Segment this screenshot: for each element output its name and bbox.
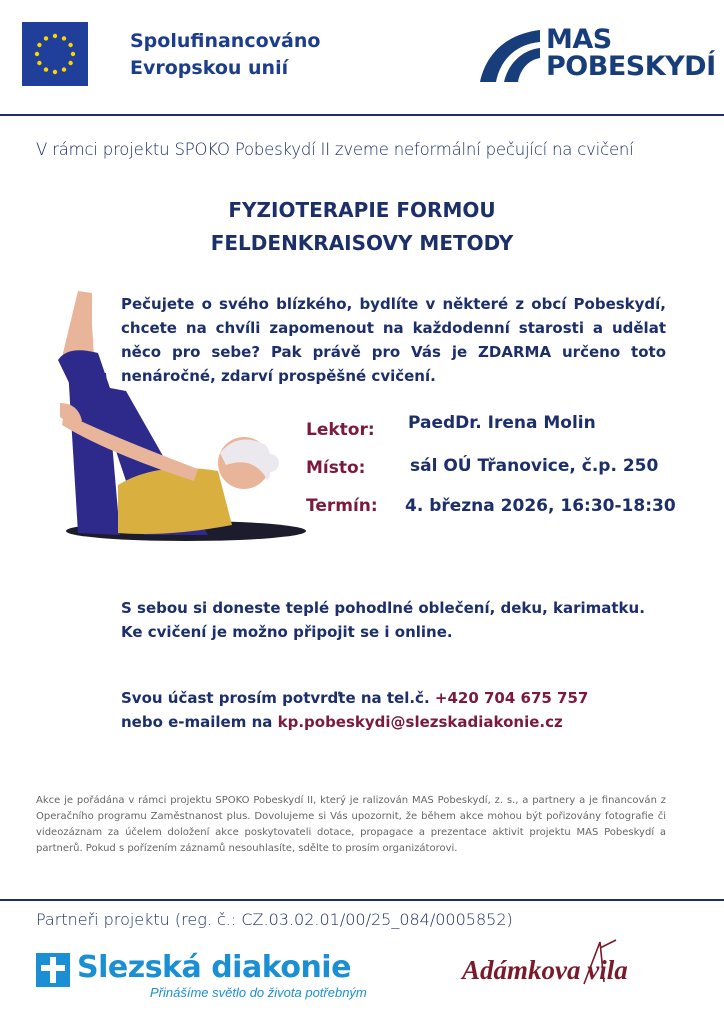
- phone-number[interactable]: +420 704 675 757: [434, 689, 589, 707]
- invitation-paragraph: Pečujete o svého blízkého, bydlíte v některé z obcí Pobeskydí, chcete na chvíli zapomenout na každodenní starosti a udělat něco pro sebe? Pak právě pro Vás je ZDARMA určeno toto nenáročné, zdarví prospěšné cvičení.: [121, 295, 666, 385]
- eu-cofinanced-text: [130, 28, 320, 82]
- slezska-diakonie-name: Slezská diakonie: [77, 950, 351, 985]
- email-link[interactable]: kp.pobeskydi@slezskadiakonie.cz: [277, 713, 563, 731]
- event-title-line-1: FYZIOTERAPIE FORMOU: [228, 198, 496, 222]
- eu-stars-icon: [22, 22, 88, 86]
- confirm-info: [121, 686, 588, 734]
- intro-text: V rámci projektu SPOKO Pobeskydí II zveme neformální pečující na cvičení: [36, 140, 634, 159]
- bring-line-1: S sebou si doneste teplé pohodlné oblečení, deku, karimatku.: [121, 599, 645, 617]
- slezska-diakonie-tagline: Přinášíme světlo do života potřebným: [150, 985, 367, 1000]
- termin-label: Termín:: [306, 496, 378, 516]
- mas-line-2: POBESKYDÍ: [546, 51, 716, 82]
- confirm-phone-prefix: Svou účast prosím potvrďte na tel.č.: [121, 689, 435, 707]
- confirm-email-prefix: nebo e-mailem na: [121, 713, 278, 731]
- misto-label: Místo:: [306, 458, 366, 478]
- termin-value: 4. března 2026, 16:30-18:30: [405, 496, 676, 516]
- partners-title: Partneři projektu (reg. č.: CZ.03.02.01/00/25_084/0005852): [36, 910, 513, 929]
- bring-line-2: Ke cvičení je možno připojit se i online.: [121, 623, 453, 641]
- confirm-line-1: [121, 686, 588, 710]
- bring-info: [121, 596, 645, 644]
- header-divider: [0, 114, 724, 116]
- lektor-label: Lektor:: [306, 420, 375, 440]
- confirm-line-2: [121, 710, 588, 734]
- eu-flag-logo: [22, 22, 88, 86]
- mas-line-1: MAS: [546, 24, 612, 55]
- eu-line-2: Evropskou unií: [130, 57, 289, 79]
- small-print: Akce je pořádána v rámci projektu SPOKO Pobeskydí II, který je ralizován MAS Pobeskydí, z. s., a partnery a je financován z Operačního programu Zaměstnanost plus. Dovolujeme si Vás upozornit, že během akce mohou být pořizovány fotografie či videozáznam za účelem doložení akce poskytovateli dotace, propagace a prezentace aktivit projektu MAS Pobeskydí a partnerů. Pokud s pořízením záznamů nesouhlasíte, sdělte to prosím organizátorovi.: [36, 795, 666, 854]
- misto-value: sál OÚ Třanovice, č.p. 250: [410, 456, 659, 476]
- footer-divider: [0, 899, 724, 901]
- lektor-value: PaedDr. Irena Molin: [408, 413, 596, 433]
- event-title-line-2: FELDENKRAISOVY METODY: [210, 231, 514, 255]
- slezska-diakonie-logo-icon: [36, 953, 70, 987]
- adamkova-vila-logo: Adámkova vila: [462, 955, 628, 985]
- mas-pobeskydi-logo-text: [546, 26, 716, 80]
- eu-line-1: Spolufinancováno: [130, 30, 321, 52]
